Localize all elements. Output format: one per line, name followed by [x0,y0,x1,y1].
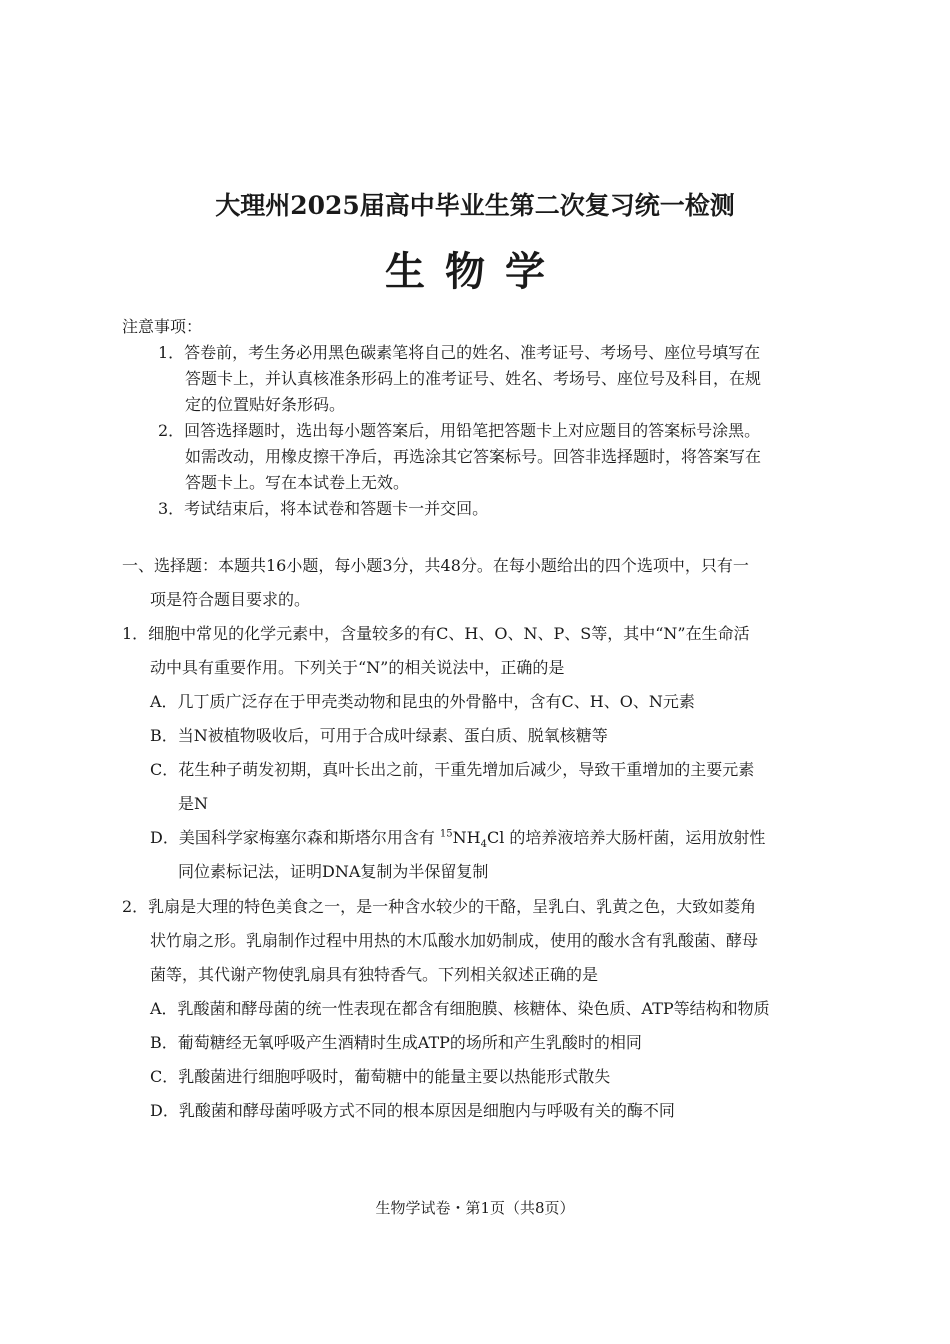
notice-item-2-line-2: 如需改动，用橡皮擦干净后，再选涂其它答案标号。回答非选择题时，将答案写在 [185,447,762,466]
q1-option-d-text-pre: D．美国科学家梅塞尔森和斯塔尔用含有 [150,828,440,847]
q1-option-c-line-1: C．花生种子萌发初期，真叶长出之前，干重先增加后减少，导致干重增加的主要元素 [150,760,755,779]
notice-item-2-line-3: 答题卡上。写在本试卷上无效。 [185,473,410,492]
q1-option-d-line-1 [150,828,766,851]
section-heading-line-2: 项是符合题目要求的。 [150,590,311,609]
nitrogen-mass-number: 15 [439,828,453,840]
subject-title: 生物学 [385,248,565,295]
section-heading-line-1: 一、选择题：本题共16小题，每小题3分，共48分。在每小题给出的四个选项中，只有一 [122,556,749,575]
q1-option-b: B．当N被植物吸收后，可用于合成叶绿素、蛋白质、脱氧核糖等 [150,726,608,745]
q2-option-b: B．葡萄糖经无氧呼吸产生酒精时生成ATP的场所和产生乳酸时的相同 [150,1033,642,1052]
q1-option-d-line-2: 同位素标记法，证明DNA复制为半保留复制 [178,862,489,881]
ammonium-nh: NH [452,828,481,847]
q2-stem-line-2: 状竹扇之形。乳扇制作过程中用热的木瓜酸水加奶制成，使用的酸水含有乳酸菌、酵母 [150,931,759,950]
page-footer: 生物学试卷・第1页（共8页） [375,1199,575,1217]
q1-option-c-line-2: 是N [178,794,209,813]
notice-item-1-line-1: 1．答卷前，考生务必用黑色碳素笔将自己的姓名、准考证号、考场号、座位号填写在 [158,343,761,362]
q1-stem-line-1: 1．细胞中常见的化学元素中，含量较多的有C、H、O、N、P、S等，其中“N”在生命活 [122,624,750,643]
notice-heading: 注意事项： [122,317,203,336]
exam-title: 大理州2025届高中毕业生第二次复习统一检测 [215,191,735,220]
q2-stem-line-3: 菌等，其代谢产物使乳扇具有独特香气。下列相关叙述正确的是 [150,965,599,984]
ammonium-subscript: 4 [480,839,487,851]
q2-stem-line-1: 2．乳扇是大理的特色美食之一，是一种含水较少的干酪，呈乳白、乳黄之色，大致如菱角 [122,897,757,916]
notice-item-2-line-1: 2．回答选择题时，选出每小题答案后，用铅笔把答题卡上对应题目的答案标号涂黑。 [158,421,761,440]
q2-option-a: A．乳酸菌和酵母菌的统一性表现在都含有细胞膜、核糖体、染色质、ATP等结构和物质 [150,999,770,1018]
q2-option-d: D．乳酸菌和酵母菌呼吸方式不同的根本原因是细胞内与呼吸有关的酶不同 [150,1101,675,1120]
notice-item-1-line-2: 答题卡上，并认真核准条形码上的准考证号、姓名、考场号、座位号及科目，在规 [185,369,762,388]
q1-option-a: A．几丁质广泛存在于甲壳类动物和昆虫的外骨骼中，含有C、H、O、N元素 [150,692,695,711]
notice-item-1-line-3: 定的位置贴好条形码。 [185,395,346,414]
notice-item-3-line-1: 3．考试结束后，将本试卷和答题卡一并交回。 [158,499,489,518]
q1-stem-line-2: 动中具有重要作用。下列关于“N”的相关说法中，正确的是 [150,658,565,677]
q2-option-c: C．乳酸菌进行细胞呼吸时，葡萄糖中的能量主要以热能形式散失 [150,1067,611,1086]
q1-option-d-text-post: 的培养液培养大肠杆菌，运用放射性 [504,828,766,847]
chloride-cl: Cl [486,828,505,847]
